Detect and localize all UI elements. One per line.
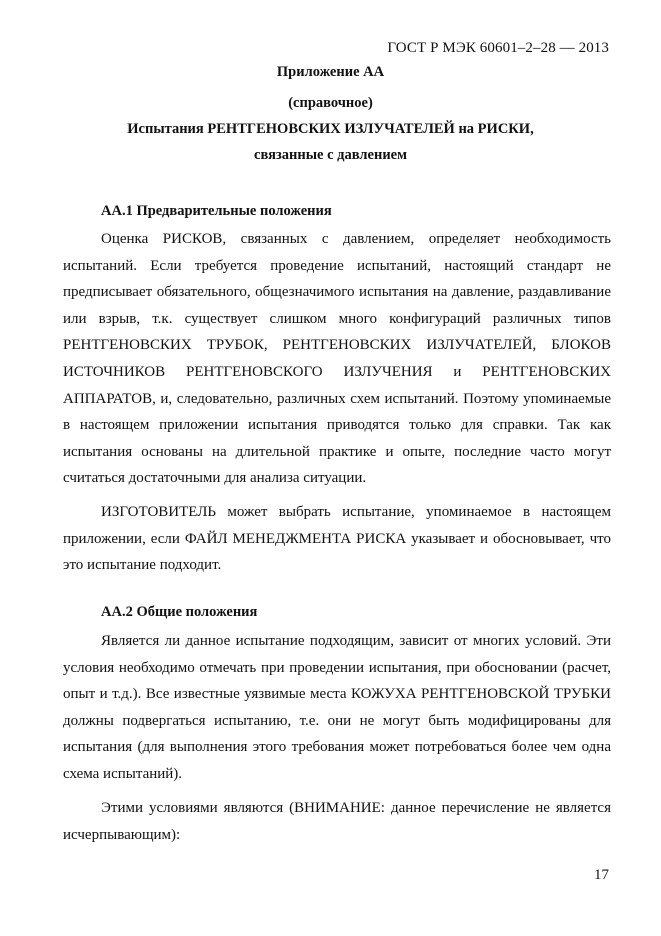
annex-type: (справочное) [288, 95, 373, 111]
paragraph-aa1-1: Оценка РИСКОВ, связанных с давлением, определяет необходимость испытаний. Если требуется проведение испытаний, настоящий стандарт не предписывает обязательного, общезначимого испытания на давление, раздавливание или взрыв, т.к. существует слишком много конфигураций различных типов РЕНТГЕНОВСКИХ ТРУБОК, РЕНТГЕНОВСКИХ ИЗЛУЧАТЕЛЕЙ, БЛОКОВ ИСТОЧНИКОВ РЕНТГЕНОВСКОГО ИЗЛУЧЕНИЯ и РЕНТГЕНОВСКИХ АППАРАТОВ, и, следовательно, различных схем испытаний. Поэтому упоминаемые в настоящем приложении испытания приводятся только для справки. Так как испытания основаны на длительной практике и опыте, последние часто могут считаться достаточными для анализа ситуации. [63, 231, 611, 487]
section-title-aa2: АА.2 Общие положения [101, 604, 258, 620]
paragraph-aa2-1: Является ли данное испытание подходящим, зависит от многих условий. Эти условия необходимо отмечать при проведении испытания, при обосновании (расчет, опыт и т.д.). Все известные уязвимые места КОЖУХА РЕНТГЕНОВСКОЙ ТРУБКИ должны подвергаться испытанию, т.е. они не могут быть модифицированы для испытания (для выполнения этого требования может потребоваться более чем одна схема испытаний). [63, 633, 611, 782]
document-code: ГОСТ Р МЭК 60601–2–28 — 2013 [387, 40, 609, 56]
annex-title: Приложение АА [276, 64, 385, 80]
annex-subject-line-1: Испытания РЕНТГЕНОВСКИХ ИЗЛУЧАТЕЛЕЙ на РИСКИ, [127, 121, 534, 137]
section-title-aa1: АА.1 Предварительные положения [101, 203, 332, 219]
paragraph-aa2-2: Этими условиями являются (ВНИМАНИЕ: данное перечисление не является исчерпывающим): [63, 800, 611, 843]
page-number: 17 [594, 867, 609, 883]
paragraph-aa1-2: ИЗГОТОВИТЕЛЬ может выбрать испытание, упоминаемое в настоящем приложении, если ФАЙЛ МЕНЕДЖМЕНТА РИСКА указывает и обосновывает, что это испытание подходит. [63, 504, 611, 574]
annex-subject-line-2: связанные с давлением [254, 147, 407, 163]
